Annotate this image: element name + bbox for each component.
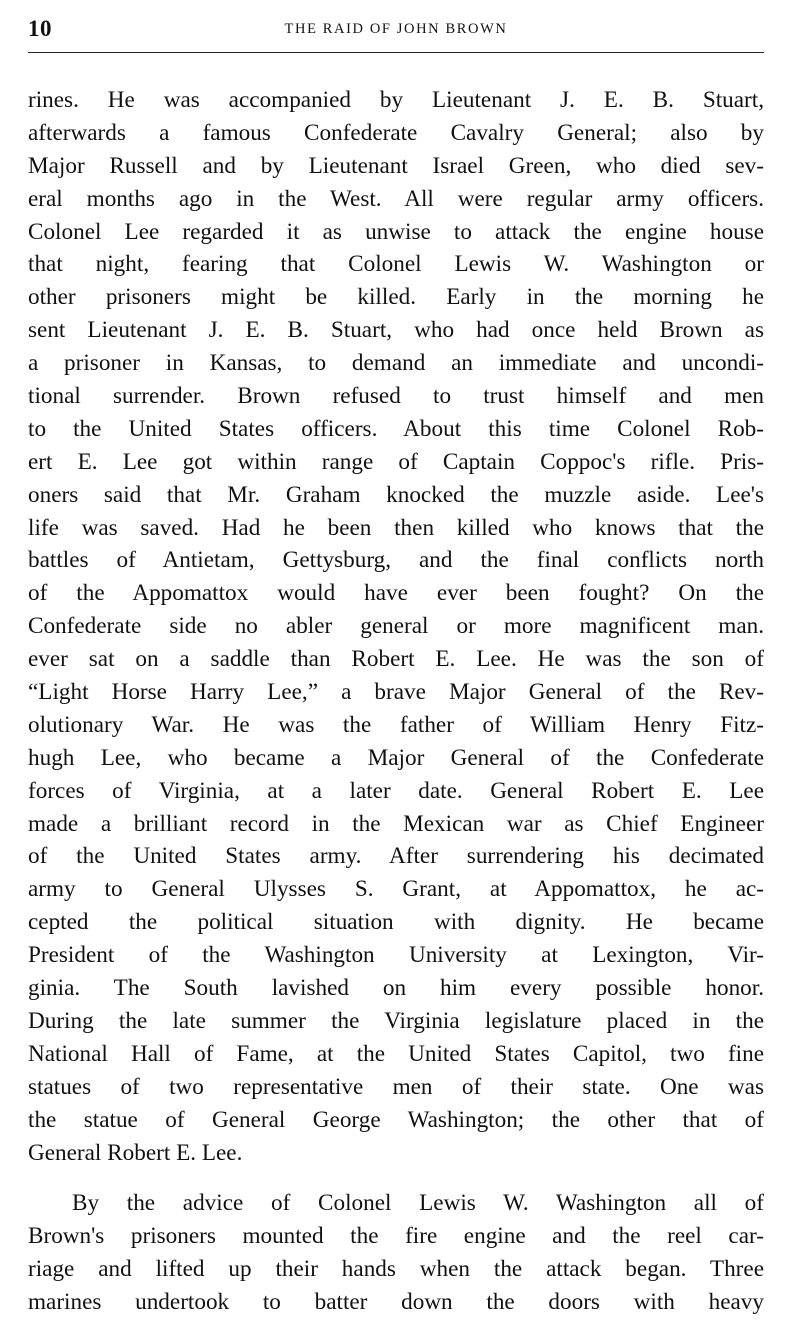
text-line: ginia. The South lavished on him every possible honor.	[28, 975, 764, 1002]
text-line: hugh Lee, who became a Major General of the Confederate	[28, 744, 764, 771]
text-line: “Light Horse Harry Lee,” a brave Major General of the Rev-	[28, 679, 764, 706]
text-line: other prisoners might be killed. Early in the morning he	[28, 284, 764, 311]
text-line: the statue of General George Washington; the other that of	[28, 1106, 764, 1133]
text-line: army to General Ulysses S. Grant, at Appomattox, he ac-	[28, 876, 764, 903]
paragraph-gap	[28, 1169, 764, 1187]
text-line: life was saved. Had he been then killed who knows that the	[28, 514, 764, 541]
text-line: oners said that Mr. Graham knocked the muzzle aside. Lee's	[28, 481, 764, 508]
page-number: 10	[28, 16, 52, 41]
text-line: olutionary War. He was the father of William Henry Fitz-	[28, 711, 764, 738]
text-line: of the United States army. After surrendering his decimated	[28, 843, 764, 870]
text-line: Colonel Lee regarded it as unwise to attack the engine house	[28, 218, 764, 245]
text-line: afterwards a famous Confederate Cavalry General; also by	[28, 119, 764, 146]
paragraph	[28, 84, 764, 1169]
text-line: National Hall of Fame, at the United States Capitol, two fine	[28, 1040, 764, 1067]
text-line: riage and lifted up their hands when the attack began. Three	[28, 1256, 764, 1283]
paragraph	[28, 1187, 764, 1319]
text-line: rines. He was accompanied by Lieutenant J. E. B. Stuart,	[28, 87, 764, 113]
text-line: During the late summer the Virginia legislature placed in the	[28, 1007, 764, 1034]
text-line: sent Lieutenant J. E. B. Stuart, who had once held Brown as	[28, 317, 764, 344]
text-line: made a brilliant record in the Mexican war as Chief Engineer	[28, 810, 764, 837]
text-line: to the United States officers. About this time Colonel Rob-	[28, 415, 764, 442]
text-line: forces of Virginia, at a later date. General Robert E. Lee	[28, 777, 764, 804]
text-line: By the advice of Colonel Lewis W. Washington all of	[72, 1190, 764, 1217]
text-line: marines undertook to batter down the doors with heavy	[28, 1289, 764, 1316]
page-header	[28, 16, 764, 44]
text-line: of the Appomattox would have ever been fought? On the	[28, 580, 764, 607]
text-line: tional surrender. Brown refused to trust himself and men	[28, 383, 764, 410]
text-line: statues of two representative men of their state. One was	[28, 1073, 764, 1100]
text-line: Major Russell and by Lieutenant Israel Green, who died sev-	[28, 152, 764, 179]
text-line: ert E. Lee got within range of Captain Coppoc's rifle. Pris-	[28, 448, 764, 475]
body-text	[28, 84, 764, 1319]
text-line: battles of Antietam, Gettysburg, and the final conflicts north	[28, 547, 764, 574]
text-line: President of the Washington University at Lexington, Vir-	[28, 942, 764, 969]
text-line: ever sat on a saddle than Robert E. Lee. He was the son of	[28, 646, 764, 673]
text-line: Confederate side no abler general or more magnificent man.	[28, 613, 764, 640]
header-rule	[28, 52, 764, 53]
text-line: eral months ago in the West. All were regular army officers.	[28, 185, 764, 212]
text-line: Brown's prisoners mounted the fire engine and the reel car-	[28, 1223, 764, 1250]
text-line: that night, fearing that Colonel Lewis W. Washington or	[28, 251, 764, 278]
text-line: cepted the political situation with dignity. He became	[28, 909, 764, 936]
text-line: General Robert E. Lee.	[28, 1139, 243, 1166]
text-line: a prisoner in Kansas, to demand an immediate and uncondi-	[28, 350, 764, 377]
running-head: THE RAID OF JOHN BROWN	[284, 21, 508, 37]
